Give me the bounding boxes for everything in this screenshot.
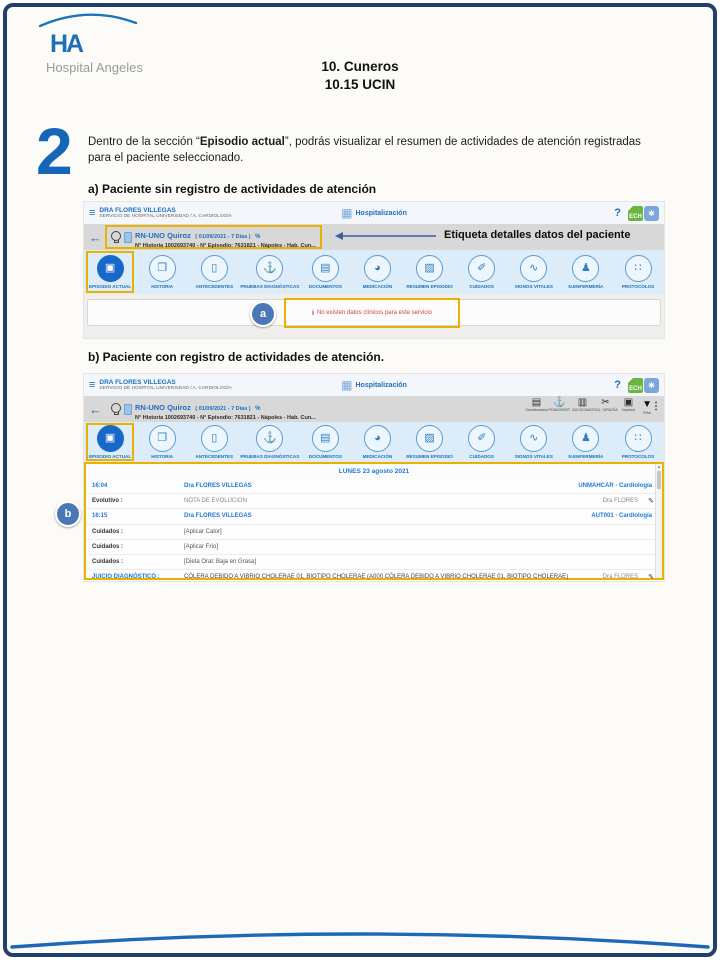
back-arrow-icon[interactable]: ←: [89, 401, 102, 417]
ech-flower-icon: ✱: [644, 378, 659, 393]
toolbar-label: SOL. CIRUGÍA: [593, 408, 618, 412]
historia-icon: ❐: [157, 262, 168, 274]
tab-label: HISTORIA: [151, 284, 174, 289]
patient-details: N° Historia 1002693740 - N° Episodio: 7631821 - Nápoles - Hab. Cun...: [135, 243, 316, 250]
juicio-diag-button[interactable]: [571, 398, 594, 413]
tab-label: HISTORIA: [151, 454, 174, 459]
user-info: [99, 207, 231, 220]
module-indicator: [341, 206, 407, 220]
annotation-arrow: [342, 235, 436, 237]
ech-green-logo: [628, 206, 643, 221]
scroll-up-icon[interactable]: ▲: [657, 464, 661, 469]
ech-green-logo: [628, 378, 643, 393]
scrollbar-thumb[interactable]: [657, 471, 661, 489]
tab-pruebas-diagnosticas[interactable]: [240, 250, 299, 294]
tab-n-enfermeria[interactable]: [560, 250, 612, 294]
top-bar-right: [614, 202, 659, 224]
tab-label: DOCUMENTOS: [308, 454, 342, 459]
cuestionarios-icon: ▤: [531, 397, 542, 408]
help-icon[interactable]: ?: [614, 207, 621, 219]
row-value: [Aplicar Calor]: [184, 528, 222, 535]
antecedentes-icon: ▯: [211, 262, 218, 274]
page-title-line1: 10. Cuneros: [321, 59, 399, 74]
printer-icon: ▣: [623, 397, 634, 408]
hospital-angeles-logo: [36, 10, 176, 75]
row-doctor: Dra FLORES VILLEGAS: [184, 483, 252, 490]
step-text-pre: Dentro de la sección “: [88, 136, 200, 148]
patient-stay: ( 01/09/2021 - 7 Días ): [195, 234, 251, 241]
user-service: SERVICIO DE HOSPITAL UNIVERSIDAD / A. CARDIOLOGÍA: [99, 385, 232, 391]
p-diagnost-button[interactable]: [548, 398, 571, 413]
user-name: DRA FLORES VILLEGAS: [99, 206, 176, 214]
pruebas-diagnosticas-icon: ⚓: [262, 262, 277, 274]
section-tab-bar: [84, 422, 664, 462]
logo-arc-icon: [36, 10, 140, 30]
lightbulb-icon[interactable]: [111, 231, 121, 241]
row-time: 16:04: [92, 483, 108, 490]
tab-label: PROTOCOLOS: [621, 454, 655, 459]
row-unit: UNMAHCAR - Cardiología: [578, 483, 652, 490]
table-row: [86, 569, 662, 584]
scrollbar[interactable]: [655, 464, 662, 578]
ech-flower-icon: ✱: [644, 206, 659, 221]
tab-historia[interactable]: [136, 422, 188, 462]
tab-episodio-actual[interactable]: [84, 422, 136, 462]
patient-name[interactable]: RN-UNO Quiroz: [135, 403, 191, 413]
juicio-diag-icon: ▥: [577, 397, 588, 408]
tab-label: ANTECEDENTES: [195, 284, 234, 289]
page-title: [0, 58, 720, 94]
ech-logo: [628, 206, 659, 221]
toolbar-label: P.DIAGNÓST.: [548, 408, 571, 412]
table-row: [86, 508, 662, 523]
cuidados-icon: ✐: [477, 262, 487, 274]
tab-protocolos[interactable]: [612, 422, 664, 462]
patient-meta: [135, 224, 316, 250]
row-doctor: Dra FLORES VILLEGAS: [184, 513, 252, 520]
protocolos-icon: ∷: [634, 432, 642, 444]
kebab-menu-icon[interactable]: ⋮: [651, 401, 661, 412]
step-text-post: ”, podrás visualizar el resumen de actividades de atención registradas para el paciente seleccionado.: [88, 136, 641, 165]
tab-signos-vitales[interactable]: [508, 250, 560, 294]
patient-details: N° Historia 1002693740 - N° Episodio: 7631821 - Nápoles - Hab. Cun...: [135, 415, 316, 422]
ech-label: ECH: [629, 385, 642, 392]
historia-icon: ❐: [157, 432, 168, 444]
row-label: Cuidados :: [92, 528, 123, 535]
patient-doc-icon[interactable]: [124, 232, 132, 243]
imprimir-button[interactable]: [617, 398, 640, 413]
step-number: 2: [36, 114, 73, 188]
filter-icon: ▼: [642, 399, 652, 410]
module-label: Hospitalización: [355, 209, 407, 217]
n-enfermeria-icon: ♟: [580, 262, 591, 274]
empty-message-highlight-box: [284, 298, 460, 328]
tab-label: PROTOCOLOS: [621, 284, 655, 289]
patient-details-box: [105, 397, 322, 421]
row-value: NOTA DE EVOLUCION: [184, 498, 247, 505]
empty-message-text: No existen datos clínicos para este servicio: [316, 310, 432, 316]
tab-label: SIGNOS VITALES: [514, 454, 553, 459]
ech-logo: [628, 378, 659, 393]
episode-empty-content: [84, 294, 664, 338]
tab-label: N.ENFERMERÍA: [568, 284, 604, 289]
antecedentes-icon: ▯: [211, 432, 218, 444]
toolbar-label: Cuestionarios: [525, 408, 548, 412]
link-icon[interactable]: %: [255, 406, 261, 413]
row-label: JUICIO DIAGNÓSTICO :: [92, 574, 160, 581]
user-name: DRA FLORES VILLEGAS: [99, 378, 176, 386]
tab-label: EPISODIO ACTUAL: [88, 284, 132, 289]
tab-historia[interactable]: [136, 250, 188, 294]
screenshot-a: [84, 202, 664, 338]
episodio-actual-icon: ▣: [104, 262, 116, 274]
app-top-bar: [84, 202, 664, 224]
tab-label: DOCUMENTOS: [308, 284, 342, 289]
tab-label: CUIDADOS: [469, 454, 494, 459]
row-value: [Aplicar Frío]: [184, 543, 219, 550]
tab-label: SIGNOS VITALES: [514, 284, 553, 289]
annotation-label: Etiqueta detalles datos del paciente: [444, 229, 631, 241]
n-enfermeria-icon: ♟: [580, 432, 591, 444]
ech-label: ECH: [629, 213, 642, 220]
row-label: Cuidados :: [92, 559, 123, 566]
hospital-building-icon: ▦: [341, 206, 353, 220]
tab-resumen-episodio[interactable]: [404, 250, 456, 294]
row-label: Evolutivo :: [92, 498, 123, 505]
link-icon[interactable]: %: [255, 234, 261, 241]
patient-bar: [84, 224, 664, 250]
patient-meta: [135, 396, 316, 422]
tab-label: N.ENFERMERÍA: [568, 454, 604, 459]
menu-icon[interactable]: ≡: [89, 379, 96, 391]
tab-resumen-episodio[interactable]: [404, 422, 456, 462]
table-row: [86, 539, 662, 554]
callout-badge-b: b: [55, 501, 81, 527]
resumen-episodio-icon: ▨: [424, 432, 435, 444]
date-header: LUNES 23 agosto 2021: [86, 464, 662, 479]
page-title-line2: 10.15 UCIN: [324, 77, 396, 93]
top-bar-right: [614, 374, 659, 396]
hospital-building-icon: ▦: [341, 378, 353, 392]
user-info: [99, 379, 231, 392]
user-service: SERVICIO DE HOSPITAL UNIVERSIDAD / A. CARDIOLOGÍA: [99, 213, 232, 219]
tab-label: PRUEBAS DIAGNÓSTICAS: [240, 284, 300, 289]
protocolos-icon: ∷: [634, 262, 642, 274]
pruebas-diagnosticas-icon: ⚓: [262, 432, 277, 444]
tab-medicacion[interactable]: [351, 250, 403, 294]
table-row: [86, 479, 662, 493]
tab-documentos[interactable]: [299, 422, 351, 462]
patient-stay: ( 01/09/2021 - 7 Días ): [195, 406, 251, 413]
section-tab-bar: [84, 250, 664, 294]
tab-documentos[interactable]: [299, 250, 351, 294]
episodio-actual-icon: ▣: [104, 432, 116, 444]
info-icon: i: [311, 309, 314, 317]
step-text-bold: Episodio actual: [199, 136, 285, 148]
row-author: Dra FLORES: [602, 574, 639, 581]
logo-monogram: HA: [50, 30, 83, 58]
edit-icon[interactable]: ✎: [648, 498, 654, 506]
sol-cirugia-icon: ✂: [601, 397, 610, 408]
table-row: [86, 493, 662, 508]
tab-cuidados[interactable]: [456, 250, 508, 294]
row-time: 16:15: [92, 513, 108, 520]
tab-label: CUIDADOS: [469, 284, 494, 289]
tab-antecedentes[interactable]: [188, 250, 240, 294]
section-b-label: b) Paciente con registro de actividades de atención.: [88, 350, 385, 364]
patient-name[interactable]: RN-UNO Quiroz: [135, 231, 191, 241]
tab-pruebas-diagnosticas[interactable]: [240, 422, 299, 462]
row-value: CÓLERA DEBIDO A VIBRIO CHOLERAE 01, BIOTIPO CHOLERAE (A000 CÓLERA DEBIDO A VIBRIO CHOLERAE 01, BIOTIPO CHOLERAE): [184, 574, 569, 581]
help-icon[interactable]: ?: [614, 379, 621, 391]
tab-label: MEDICACIÓN: [362, 284, 393, 289]
row-author: Dra FLORES: [602, 498, 639, 505]
table-row: [86, 554, 662, 569]
toolbar-label: Imprimir: [622, 408, 635, 412]
documentos-icon: ▤: [320, 432, 331, 444]
sol-cirugia-button[interactable]: [594, 398, 617, 413]
cuestionarios-button[interactable]: [525, 398, 548, 413]
lightbulb-icon[interactable]: [111, 403, 121, 413]
signos-vitales-icon: ∿: [529, 262, 539, 274]
module-label: Hospitalización: [355, 381, 407, 389]
footer-arc-icon: [8, 913, 712, 953]
patient-details-highlight-box: [105, 225, 322, 249]
callout-badge-a: a: [250, 301, 276, 327]
patient-doc-icon[interactable]: [124, 404, 132, 415]
row-unit: AUT001 - Cardiología: [591, 513, 652, 520]
table-row: [86, 524, 662, 539]
toolbar-label: Filtro: [643, 411, 652, 415]
section-a-label: a) Paciente sin registro de actividades de atención: [88, 182, 377, 196]
p-diagnost-icon: ⚓: [553, 397, 566, 408]
tab-label: RESUMEN EPISODIO: [406, 454, 453, 459]
back-arrow-icon[interactable]: ←: [89, 229, 102, 245]
documentos-icon: ▤: [320, 262, 331, 274]
tab-label: EPISODIO ACTUAL: [88, 454, 132, 459]
row-value: [Dieta Oral: Baja en Grasa]: [184, 559, 257, 566]
tab-protocolos[interactable]: [612, 250, 664, 294]
toolbar-label: JUICIO DIAG: [571, 408, 594, 412]
tab-signos-vitales[interactable]: [508, 422, 560, 462]
medicacion-icon: ◕: [374, 262, 381, 274]
activity-table-highlight-box: [84, 462, 664, 580]
tab-medicacion[interactable]: [351, 422, 403, 462]
patient-toolbar: [525, 398, 640, 413]
tab-label: PRUEBAS DIAGNÓSTICAS: [240, 454, 300, 459]
patient-bar: [84, 396, 664, 422]
row-label: Cuidados :: [92, 543, 123, 550]
tab-antecedentes[interactable]: [188, 422, 240, 462]
tab-episodio-actual[interactable]: [84, 250, 136, 294]
tab-label: MEDICACIÓN: [362, 454, 393, 459]
screenshot-b: [84, 374, 664, 581]
tab-label: RESUMEN EPISODIO: [406, 284, 453, 289]
resumen-episodio-icon: ▨: [424, 262, 435, 274]
step-instruction: [88, 134, 654, 166]
signos-vitales-icon: ∿: [529, 432, 539, 444]
tab-cuidados[interactable]: [456, 422, 508, 462]
module-indicator: [341, 378, 407, 392]
cuidados-icon: ✐: [477, 432, 487, 444]
menu-icon[interactable]: ≡: [89, 207, 96, 219]
app-top-bar: [84, 374, 664, 396]
edit-icon[interactable]: ✎: [648, 574, 654, 582]
logo-name: Hospital Angeles: [46, 60, 143, 75]
tab-n-enfermeria[interactable]: [560, 422, 612, 462]
medicacion-icon: ◕: [374, 432, 381, 444]
tab-label: ANTECEDENTES: [195, 454, 234, 459]
